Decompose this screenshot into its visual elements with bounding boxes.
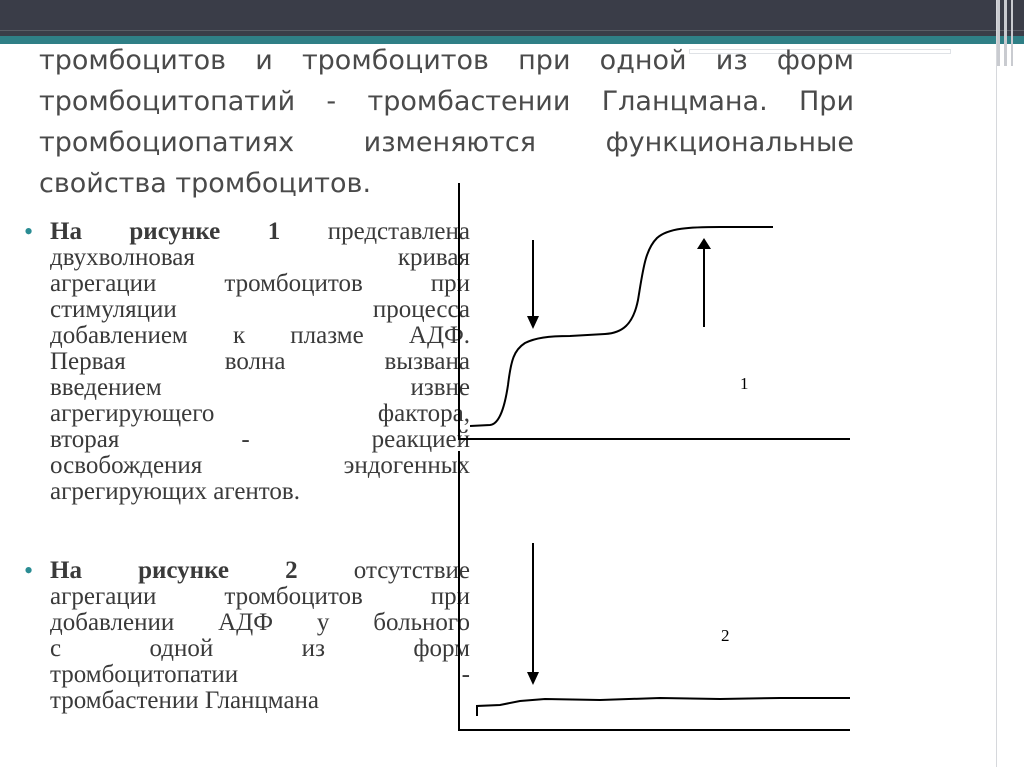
- bullet-line: тромбоцитопатии -: [50, 661, 470, 688]
- fig2-down-arrowhead-icon: [527, 672, 539, 685]
- bullet-line: добавлением к плазме АДФ.: [50, 322, 470, 349]
- intro-line: тромбоциопатиях изменяются функциональные: [39, 127, 854, 158]
- fig1-down-arrowhead-icon: [527, 316, 539, 329]
- bullet-lead: На рисунке 1: [50, 218, 281, 245]
- bullet-text: [50, 558, 470, 714]
- bullet-line: отсутствие: [297, 557, 471, 584]
- fig1-label: 1: [740, 374, 749, 393]
- bullet-line: представлена: [280, 218, 471, 245]
- figure-1: [459, 183, 850, 440]
- header-divider: [0, 30, 1024, 31]
- bullet-dot-icon: •: [24, 217, 34, 246]
- bullet-line: Первая волна вызвана: [50, 348, 470, 375]
- bullet-line: тромбастении Гланцмана: [50, 687, 320, 714]
- bullet-lead: На рисунке 2: [50, 557, 298, 584]
- intro-line: свойства тромбоцитов.: [39, 168, 372, 199]
- bullet-line: агрегации тромбоцитов при: [50, 270, 470, 297]
- fig2-flat-curve: [477, 698, 850, 716]
- fig1-biphasic-curve: [470, 227, 773, 426]
- fig2-label: 2: [721, 626, 730, 645]
- bullet-line: стимуляции процесса: [50, 296, 470, 323]
- bullet-dot-icon: •: [24, 556, 34, 585]
- bullet-line: вторая - реакцией: [50, 426, 470, 453]
- fig1-up-arrowhead-icon: [697, 238, 711, 249]
- bullet-line: агрегирующего фактора,: [50, 400, 470, 427]
- bullet-line: двухволновая кривая: [50, 244, 470, 271]
- bullet-line: освобождения эндогенных: [50, 452, 470, 479]
- bullet-line: с одной из форм: [50, 635, 470, 662]
- intro-line: тромбоцитопатий - тромбастении Гланцмана. При: [39, 86, 854, 117]
- bullet-line: введением извне: [50, 374, 470, 401]
- bullet-line: агрегации тромбоцитов при: [50, 583, 470, 610]
- corner-decoration: [994, 0, 1024, 66]
- intro-line: тромбоцитов и тромбоцитов при одной из форм: [39, 45, 854, 76]
- figure-2: [459, 451, 850, 731]
- bullet-text: [50, 219, 470, 505]
- bullet-line: агрегирующих агентов.: [50, 478, 300, 505]
- aggregation-curves-figure: [440, 170, 860, 740]
- right-margin-rule: [996, 0, 997, 767]
- bullet-line: добавлении АДФ у больного: [50, 609, 470, 636]
